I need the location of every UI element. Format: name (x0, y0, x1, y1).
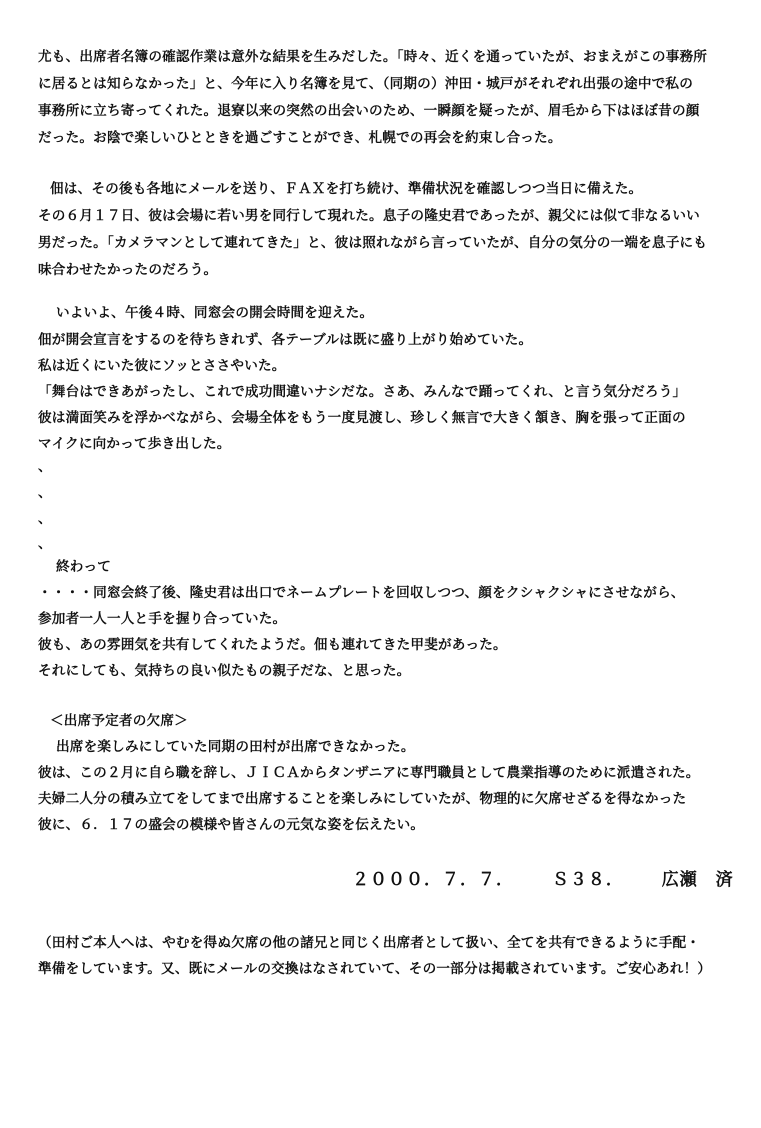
text-line: だった。お陰で楽しいひとときを過ごすことができ、札幌での再会を約束し合った。 (38, 130, 562, 146)
signature-class: Ｓ３８． (551, 870, 624, 890)
text-line: 彼に、６．１７の盛会の模様や皆さんの元気な姿を伝えたい。 (38, 817, 425, 833)
text-line: 出席を楽しみにしていた同期の田村が出席できなかった。 (56, 739, 415, 755)
text-line: 味合わせたかったのだろう。 (38, 262, 218, 278)
text-line: 私は近くにいた彼にソッとささやいた。 (38, 358, 286, 374)
text-line: それにしても、気持ちの良い似たもの親子だな、と思った。 (38, 663, 411, 679)
text-line: 事務所に立ち寄ってくれた。退寮以来の突然の出会いのため、一瞬顔を疑ったが、眉毛から下はほぼ昔の顔 (38, 103, 700, 119)
text-line: 彼は満面笑みを浮かべながら、会場全体をもう一度見渡し、珍しく無言で大きく頷き、胸を張って正面の (38, 410, 686, 426)
text-line: 佃が開会宣言をするのを待ちきれず、各テーブルは既に盛り上がり始めていた。 (38, 332, 533, 348)
pause-mark: 、 (38, 536, 52, 552)
text-line: ・・・・同窓会終了後、隆史君は出口でネームプレートを回収しつつ、顔をクシャクシャにさせながら、 (38, 585, 685, 601)
signature-name: 広瀬 済 (661, 870, 734, 890)
text-line: 彼は、この２月に自ら職を辞し、ＪＩＣＡからタンザニアに専門職員として農業指導のために派遣された。 (38, 765, 700, 781)
text-line: 「舞台はできあがったし、これで成功間違いナシだな。さあ、みんなで踊ってくれ、と言う気分だろう」 (38, 384, 687, 400)
text-line: 終わって (56, 559, 112, 575)
signature-date: ２０００．７．７． (352, 870, 514, 890)
text-line: に居るとは知らなかった」と、今年に入り名簿を見て、（同期の）沖田・城戸がそれぞれ出張の途中で私の (38, 76, 694, 92)
pause-mark: 、 (38, 485, 52, 501)
pause-mark: 、 (38, 511, 52, 527)
text-line: 夫婦二人分の積み立てをしてまで出席することを楽しみにしていたが、物理的に欠席せざるを得なかった (38, 791, 687, 807)
text-line: 佃は、その後も各地にメールを送り、ＦＡＸを打ち続け、準備状況を確認しつつ当日に備えた。 (50, 181, 643, 197)
section-heading: ＜出席予定者の欠席＞ (50, 713, 188, 729)
text-line: いよいよ、午後４時、同窓会の開会時間を迎えた。 (56, 305, 374, 321)
signature-line (352, 865, 734, 890)
note-line: 準備をしています。又、既にメールの交換はなされていて、その一部分は掲載されています。ご安心あれ！） (38, 961, 712, 977)
text-line: 彼も、あの雰囲気を共有してくれたようだ。佃も連れてきた甲斐があった。 (38, 637, 507, 653)
text-line: 参加者一人一人と手を握り合っていた。 (38, 611, 287, 627)
pause-mark: 、 (38, 459, 52, 475)
text-line: その６月１７日、彼は会場に若い男を同行して現れた。息子の隆史君であったが、親父には似て非なるいい (38, 208, 700, 224)
text-line: 男だった。「カメラマンとして連れてきた」と、彼は照れながら言っていたが、自分の気分の一端を息子にも (38, 235, 708, 251)
text-line: 尤も、出席者名簿の確認作業は意外な結果を生みだした。「時々、近くを通っていたが、おまえがこの事務所 (38, 49, 708, 65)
note-line: （田村ご本人へは、やむを得ぬ欠席の他の諸兄と同じく出席者として扱い、全てを共有できるように手配・ (38, 935, 701, 951)
text-line: マイクに向かって歩き出した。 (38, 436, 231, 452)
